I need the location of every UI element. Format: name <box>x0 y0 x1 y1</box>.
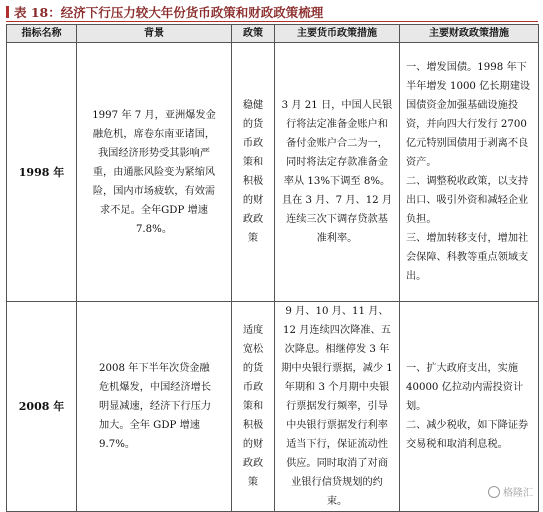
header-row <box>7 25 539 43</box>
header-fiscal: 主要财政政策措施 <box>400 25 539 43</box>
row-fiscal: 一、增发国债。1998 年下半年增发 1000 亿长期建设国债资金加强基础设施投资，并向四大行发行 2700 亿元特别国债用于剥离不良资产。 二、调整税收政策，以支持出口、吸引外资和减轻企业负担。 三、增加转移支付，增加社会保障、科教等重点领域支出。 <box>400 43 539 302</box>
title-rule <box>6 21 538 22</box>
table-row <box>7 302 539 512</box>
header-background: 背景 <box>77 25 232 43</box>
watermark <box>488 484 533 499</box>
row-policy: 适度宽松的货币政策和积极的财政政策 <box>232 302 275 512</box>
header-monetary: 主要货币政策措施 <box>275 25 400 43</box>
watermark-logo-icon <box>488 486 500 498</box>
table-title <box>6 3 323 21</box>
header-policy: 政策 <box>232 25 275 43</box>
row-year: 1998 年 <box>7 43 77 302</box>
title-marker <box>6 6 9 18</box>
watermark-text: 格隆汇 <box>503 488 533 499</box>
row-background: 2008 年下半年次贷金融危机爆发，中国经济增长明显减速，经济下行压力加大。全年 GDP 增速 9.7%。 <box>77 302 232 512</box>
table-title-text: 表 18：经济下行压力较大年份货币政策和财政政策梳理 <box>14 5 324 20</box>
row-monetary: 9 月、10 月、11 月、12 月连续四次降准、五次降息。相继停发 3 年期中央银行票据，减少 1 年期和 3 个月期中央银行票据发行频率，引导中央银行票据发行利率适当下行，保证流动性供应。同时取消了对商业银行信贷规划的约束。 <box>275 302 400 512</box>
row-fiscal: 一、扩大政府支出，实施 40000 亿拉动内需投资计划。 二、减少税收，如下降证券交易税和取消利息税。 <box>400 302 539 512</box>
row-policy: 稳健的货币政策和积极的财政政策 <box>232 43 275 302</box>
table-row <box>7 43 539 302</box>
row-background: 1997 年 7 月，亚洲爆发金融危机，席卷东南亚诸国，我国经济形势受其影响严重，由通胀风险变为紧缩风险，国内市场疲软，有效需求不足。全年GDP 增速 7.8%。 <box>77 43 232 302</box>
header-indicator: 指标名称 <box>7 25 77 43</box>
policy-table <box>6 24 539 512</box>
row-monetary: 3 月 21 日，中国人民银行将法定准备金账户和备付金账户合二为一，同时将法定存款准备金率从 13%下调至 8%。且在 3 月、7 月、12 月连续三次下调存贷款基准利率。 <box>275 43 400 302</box>
row-year: 2008 年 <box>7 302 77 512</box>
